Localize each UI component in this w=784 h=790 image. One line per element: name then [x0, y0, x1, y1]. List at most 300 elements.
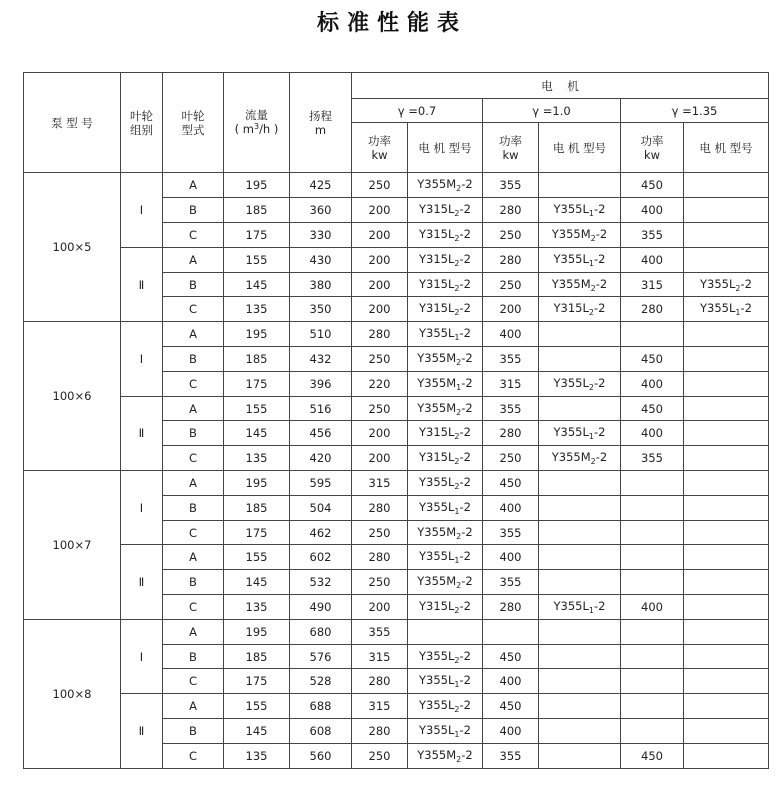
head-cell: 602: [290, 545, 352, 570]
flow-cell: 175: [224, 223, 290, 248]
motor-model-part: Y315L: [553, 301, 589, 316]
motor-model-part: Y355L: [419, 474, 455, 489]
motor-model-cell: [408, 619, 483, 644]
motor-model-subscript: 1: [454, 333, 460, 343]
motor-model-subscript: 2: [735, 283, 741, 293]
motor-model-cell: [408, 396, 483, 421]
table-row: [24, 471, 769, 496]
pump-model-cell: 100×7: [24, 471, 121, 620]
motor-model-part: Y355M: [417, 574, 457, 589]
motor-model-cell: [539, 669, 621, 694]
motor-model-part: -2: [459, 450, 471, 465]
motor-model-subscript: 2: [456, 754, 462, 764]
header-head: 扬程 m: [290, 73, 352, 173]
motor-model-cell: [539, 619, 621, 644]
header-pump-model: 泵 型 号: [24, 73, 121, 173]
power-cell: 250: [483, 223, 539, 248]
power-cell: 280: [352, 719, 408, 744]
motor-model-cell: [684, 297, 769, 322]
motor-model-part: Y315L: [419, 598, 455, 613]
motor-model-cell: [539, 347, 621, 372]
motor-model-part: -2: [594, 251, 606, 266]
pump-model-cell: 100×6: [24, 322, 121, 471]
head-cell: 360: [290, 198, 352, 223]
power-cell: [621, 719, 684, 744]
motor-model-part: -2: [459, 598, 471, 613]
motor-model-cell: [684, 173, 769, 198]
power-cell: 280: [352, 322, 408, 347]
motor-model-part: -2: [459, 226, 471, 241]
flow-cell: 195: [224, 471, 290, 496]
motor-model-part: -2: [461, 375, 473, 390]
flow-cell: 155: [224, 247, 290, 272]
head-cell: 380: [290, 272, 352, 297]
motor-model-cell: [539, 371, 621, 396]
power-cell: 200: [352, 223, 408, 248]
motor-model-subscript: 2: [456, 184, 462, 194]
motor-model-cell: [408, 495, 483, 520]
head-cell: 560: [290, 743, 352, 768]
motor-model-part: Y315L: [419, 425, 455, 440]
impeller-type-cell: C: [163, 371, 224, 396]
power-cell: 450: [621, 173, 684, 198]
impeller-type-cell: A: [163, 545, 224, 570]
impeller-type-cell: A: [163, 322, 224, 347]
impeller-group-cell: Ⅱ: [121, 396, 163, 470]
impeller-group-cell: Ⅰ: [121, 322, 163, 396]
pump-model-cell: 100×5: [24, 173, 121, 322]
power-cell: 400: [621, 595, 684, 620]
motor-model-part: Y355L: [553, 202, 589, 217]
motor-model-cell: [684, 471, 769, 496]
power-cell: 280: [352, 545, 408, 570]
power-cell: [621, 495, 684, 520]
impeller-group-cell: Ⅰ: [121, 173, 163, 247]
motor-model-part: -2: [594, 301, 606, 316]
head-cell: 462: [290, 520, 352, 545]
impeller-type-cell: A: [163, 619, 224, 644]
motor-model-cell: [539, 446, 621, 471]
power-cell: [621, 619, 684, 644]
power-cell: 280: [483, 595, 539, 620]
flow-cell: 175: [224, 371, 290, 396]
motor-model-subscript: 2: [590, 233, 596, 243]
impeller-type-cell: C: [163, 223, 224, 248]
header-motor-model: 电 机 型号: [684, 123, 769, 173]
motor-model-part: Y315L: [419, 202, 455, 217]
motor-model-part: Y315L: [419, 251, 455, 266]
power-cell: 200: [352, 272, 408, 297]
motor-model-cell: [408, 198, 483, 223]
motor-model-subscript: 2: [454, 432, 460, 442]
motor-model-cell: [408, 520, 483, 545]
header-motor-model: 电 机 型号: [408, 123, 483, 173]
head-cell: 456: [290, 421, 352, 446]
motor-model-part: Y355M: [417, 350, 457, 365]
head-cell: 420: [290, 446, 352, 471]
motor-model-part: -2: [594, 598, 606, 613]
motor-model-cell: [539, 223, 621, 248]
motor-model-part: -2: [461, 177, 473, 192]
motor-model-cell: [684, 644, 769, 669]
motor-model-cell: [539, 520, 621, 545]
motor-model-part: -2: [459, 251, 471, 266]
power-cell: 250: [352, 173, 408, 198]
motor-model-part: -2: [459, 499, 471, 514]
head-cell: 510: [290, 322, 352, 347]
flow-cell: 185: [224, 495, 290, 520]
power-cell: 250: [352, 396, 408, 421]
motor-model-part: -2: [461, 350, 473, 365]
motor-model-cell: [684, 247, 769, 272]
motor-model-cell: [539, 719, 621, 744]
motor-model-subscript: 2: [590, 283, 596, 293]
motor-model-part: -2: [740, 301, 752, 316]
power-cell: 400: [483, 545, 539, 570]
head-cell: 576: [290, 644, 352, 669]
power-cell: 280: [352, 669, 408, 694]
power-cell: 315: [352, 644, 408, 669]
power-cell: 280: [352, 495, 408, 520]
power-cell: 315: [483, 371, 539, 396]
motor-model-part: -2: [459, 326, 471, 341]
motor-model-cell: [684, 595, 769, 620]
motor-model-cell: [539, 495, 621, 520]
motor-model-part: -2: [461, 400, 473, 415]
table-row: [24, 173, 769, 198]
motor-model-cell: [539, 570, 621, 595]
impeller-type-cell: A: [163, 471, 224, 496]
power-cell: 200: [352, 297, 408, 322]
motor-model-cell: [408, 644, 483, 669]
power-cell: 355: [483, 396, 539, 421]
motor-model-part: Y355L: [419, 673, 455, 688]
motor-model-subscript: 2: [454, 283, 460, 293]
power-cell: 315: [352, 471, 408, 496]
motor-model-cell: [539, 595, 621, 620]
motor-model-subscript: 2: [454, 308, 460, 318]
impeller-type-cell: A: [163, 173, 224, 198]
impeller-group-cell: Ⅰ: [121, 619, 163, 693]
header-impeller-type: 叶轮 型式: [163, 73, 224, 173]
table-row: [24, 247, 769, 272]
power-cell: 400: [483, 495, 539, 520]
power-cell: 450: [483, 694, 539, 719]
power-cell: 355: [621, 446, 684, 471]
motor-model-cell: [684, 619, 769, 644]
motor-model-part: Y355L: [419, 499, 455, 514]
motor-model-cell: [408, 297, 483, 322]
motor-model-part: Y315L: [419, 450, 455, 465]
impeller-type-cell: B: [163, 570, 224, 595]
flow-cell: 195: [224, 322, 290, 347]
head-cell: 532: [290, 570, 352, 595]
flow-cell: 155: [224, 396, 290, 421]
power-cell: 200: [352, 595, 408, 620]
header-gamma-0-7: γ =0.7: [352, 99, 483, 123]
motor-model-cell: [684, 371, 769, 396]
motor-model-part: Y355M: [417, 747, 457, 762]
power-cell: 450: [621, 347, 684, 372]
motor-model-cell: [684, 446, 769, 471]
motor-model-subscript: 2: [454, 705, 460, 715]
power-cell: 200: [483, 297, 539, 322]
flow-cell: 135: [224, 297, 290, 322]
impeller-type-cell: C: [163, 743, 224, 768]
motor-model-cell: [408, 694, 483, 719]
impeller-group-cell: Ⅱ: [121, 545, 163, 619]
motor-model-part: -2: [594, 375, 606, 390]
power-cell: 400: [621, 421, 684, 446]
power-cell: 355: [483, 743, 539, 768]
motor-model-part: -2: [459, 673, 471, 688]
motor-model-cell: [539, 198, 621, 223]
header-gamma-1-0: γ =1.0: [483, 99, 621, 123]
motor-model-cell: [408, 371, 483, 396]
motor-model-cell: [408, 272, 483, 297]
flow-cell: 145: [224, 570, 290, 595]
impeller-type-cell: B: [163, 198, 224, 223]
table-row: [24, 322, 769, 347]
motor-model-part: -2: [459, 648, 471, 663]
motor-model-part: Y315L: [419, 276, 455, 291]
power-cell: 280: [483, 247, 539, 272]
motor-model-part: -2: [595, 450, 608, 465]
power-cell: 200: [352, 247, 408, 272]
head-cell: 688: [290, 694, 352, 719]
motor-model-cell: [539, 694, 621, 719]
motor-model-part: -2: [595, 276, 608, 291]
page-title: 标准性能表: [316, 10, 467, 36]
flow-cell: 195: [224, 173, 290, 198]
motor-model-part: Y355L: [700, 301, 736, 316]
header-power: 功率 kw: [621, 123, 684, 173]
power-cell: [621, 644, 684, 669]
motor-model-subscript: 1: [456, 382, 462, 392]
motor-model-cell: [684, 520, 769, 545]
power-cell: 400: [621, 198, 684, 223]
table-row: [24, 396, 769, 421]
impeller-type-cell: A: [163, 247, 224, 272]
motor-model-cell: [684, 396, 769, 421]
power-cell: 250: [352, 520, 408, 545]
motor-model-part: -2: [740, 276, 752, 291]
motor-model-cell: [684, 743, 769, 768]
power-cell: 355: [352, 619, 408, 644]
power-cell: 250: [352, 570, 408, 595]
power-cell: 400: [621, 371, 684, 396]
motor-model-cell: [408, 247, 483, 272]
motor-model-cell: [539, 247, 621, 272]
power-cell: 220: [352, 371, 408, 396]
impeller-type-cell: B: [163, 719, 224, 744]
head-cell: 330: [290, 223, 352, 248]
power-cell: [621, 694, 684, 719]
motor-model-part: Y355L: [553, 251, 589, 266]
motor-model-subscript: 2: [454, 605, 460, 615]
header-motor-model: 电 机 型号: [539, 123, 621, 173]
motor-model-part: Y355L: [553, 375, 589, 390]
motor-model-subscript: 1: [588, 432, 594, 442]
flow-cell: 145: [224, 421, 290, 446]
pump-model-cell: 100×8: [24, 619, 121, 768]
motor-model-cell: [408, 322, 483, 347]
header-flow: 流量 ( $m^3/h$ ): [224, 73, 290, 173]
motor-model-part: Y355M: [417, 375, 457, 390]
power-cell: 315: [621, 272, 684, 297]
impeller-type-cell: B: [163, 495, 224, 520]
motor-model-part: Y355M: [417, 524, 457, 539]
flow-cell: 185: [224, 198, 290, 223]
motor-model-cell: [408, 570, 483, 595]
flow-cell: 185: [224, 644, 290, 669]
impeller-type-cell: C: [163, 520, 224, 545]
impeller-group-cell: Ⅱ: [121, 694, 163, 769]
header-power: 功率 kw: [352, 123, 408, 173]
motor-model-part: -2: [459, 474, 471, 489]
power-cell: 250: [352, 347, 408, 372]
motor-model-part: Y355M: [417, 400, 457, 415]
motor-model-cell: [408, 223, 483, 248]
power-cell: 280: [483, 421, 539, 446]
motor-model-cell: [539, 173, 621, 198]
power-cell: 400: [483, 719, 539, 744]
power-cell: 450: [483, 644, 539, 669]
motor-model-cell: [684, 322, 769, 347]
power-cell: 355: [483, 570, 539, 595]
motor-model-subscript: 2: [454, 258, 460, 268]
impeller-type-cell: A: [163, 396, 224, 421]
head-cell: 490: [290, 595, 352, 620]
motor-model-part: -2: [459, 301, 471, 316]
motor-model-part: Y355M: [551, 226, 591, 241]
head-cell: 608: [290, 719, 352, 744]
head-cell: 504: [290, 495, 352, 520]
impeller-type-cell: B: [163, 421, 224, 446]
motor-model-part: -2: [459, 722, 471, 737]
power-cell: 280: [621, 297, 684, 322]
motor-model-part: Y355L: [419, 698, 455, 713]
motor-model-cell: [684, 545, 769, 570]
power-cell: 250: [352, 743, 408, 768]
motor-model-part: -2: [595, 226, 608, 241]
motor-model-subscript: 2: [456, 357, 462, 367]
motor-model-cell: [684, 694, 769, 719]
power-cell: 280: [483, 198, 539, 223]
motor-model-part: -2: [461, 747, 473, 762]
motor-model-part: -2: [594, 202, 606, 217]
motor-model-part: -2: [459, 276, 471, 291]
power-cell: [621, 471, 684, 496]
impeller-type-cell: C: [163, 595, 224, 620]
flow-cell: 175: [224, 520, 290, 545]
motor-model-part: Y355L: [419, 326, 455, 341]
head-cell: 396: [290, 371, 352, 396]
power-cell: 200: [352, 446, 408, 471]
motor-model-cell: [684, 223, 769, 248]
motor-model-cell: [539, 545, 621, 570]
power-cell: [621, 669, 684, 694]
power-cell: 400: [483, 322, 539, 347]
header-motor: 电 机: [352, 73, 769, 99]
motor-model-cell: [408, 421, 483, 446]
motor-model-cell: [408, 347, 483, 372]
motor-model-part: Y355M: [551, 276, 591, 291]
motor-model-cell: [408, 719, 483, 744]
motor-model-cell: [539, 396, 621, 421]
power-cell: 355: [483, 520, 539, 545]
power-cell: [621, 570, 684, 595]
motor-model-cell: [684, 347, 769, 372]
motor-model-cell: [684, 495, 769, 520]
power-cell: 400: [621, 247, 684, 272]
power-cell: [483, 619, 539, 644]
motor-model-part: Y355L: [553, 425, 589, 440]
power-cell: 400: [483, 669, 539, 694]
motor-model-cell: [684, 272, 769, 297]
flow-cell: 135: [224, 446, 290, 471]
head-cell: 430: [290, 247, 352, 272]
motor-model-part: -2: [461, 524, 473, 539]
impeller-type-cell: C: [163, 669, 224, 694]
head-cell: 680: [290, 619, 352, 644]
motor-model-subscript: 2: [588, 308, 594, 318]
motor-model-subscript: 2: [456, 407, 462, 417]
head-cell: 516: [290, 396, 352, 421]
impeller-type-cell: C: [163, 297, 224, 322]
motor-model-subscript: 2: [590, 457, 596, 467]
motor-model-part: -2: [461, 574, 473, 589]
power-cell: 200: [352, 198, 408, 223]
motor-model-subscript: 2: [454, 655, 460, 665]
motor-model-cell: [684, 198, 769, 223]
motor-model-cell: [539, 322, 621, 347]
motor-model-part: -2: [459, 549, 471, 564]
motor-model-part: Y355L: [700, 276, 736, 291]
impeller-type-cell: B: [163, 644, 224, 669]
flow-cell: 145: [224, 719, 290, 744]
flow-cell: 185: [224, 347, 290, 372]
flow-cell: 135: [224, 595, 290, 620]
motor-model-cell: [684, 669, 769, 694]
performance-table: [23, 72, 769, 769]
head-cell: 595: [290, 471, 352, 496]
impeller-type-cell: B: [163, 347, 224, 372]
motor-model-subscript: 1: [454, 680, 460, 690]
motor-model-cell: [539, 644, 621, 669]
motor-model-cell: [539, 421, 621, 446]
flow-cell: 145: [224, 272, 290, 297]
power-cell: 450: [621, 743, 684, 768]
flow-cell: 175: [224, 669, 290, 694]
motor-model-part: Y315L: [419, 301, 455, 316]
motor-model-cell: [408, 743, 483, 768]
motor-model-subscript: 2: [454, 481, 460, 491]
motor-model-subscript: 1: [588, 605, 594, 615]
header-impeller-group: 叶轮 组别: [121, 73, 163, 173]
impeller-group-cell: Ⅱ: [121, 247, 163, 321]
motor-model-cell: [684, 719, 769, 744]
impeller-type-cell: B: [163, 272, 224, 297]
power-cell: [621, 322, 684, 347]
power-cell: 355: [621, 223, 684, 248]
power-cell: 450: [483, 471, 539, 496]
power-cell: 200: [352, 421, 408, 446]
power-cell: 315: [352, 694, 408, 719]
flow-cell: 135: [224, 743, 290, 768]
motor-model-subscript: 2: [588, 382, 594, 392]
motor-model-cell: [408, 669, 483, 694]
